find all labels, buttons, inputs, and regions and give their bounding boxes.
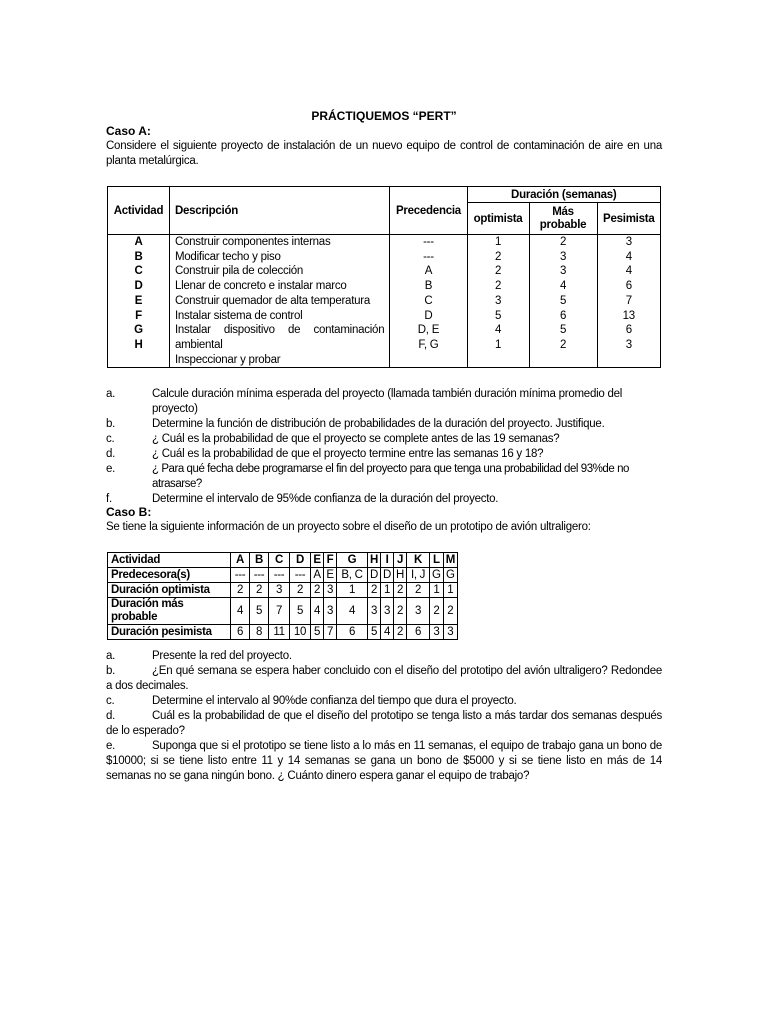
table-cell: 6 [231,625,250,640]
table-cell: 5 [368,625,381,640]
table-cell: E [324,568,337,583]
item-letter: c. [106,695,115,707]
table-cell: G [443,568,457,583]
col-mas-probable: Más probable [529,203,597,235]
optimista-item: 3 [494,294,502,307]
optimista-item: 4 [494,324,502,337]
table-cell: 3 [324,583,337,598]
table-cell: 3 [381,598,394,625]
table-cell: 5 [290,598,311,625]
table-cell: 2 [394,583,407,598]
mas-probable-item: 5 [559,294,567,307]
table-cell: H [368,553,381,568]
table-cell: 6 [337,625,368,640]
table-row [108,598,458,625]
mas-probable-item: 2 [559,338,567,351]
table-cell: 4 [337,598,368,625]
item-letter: c. [106,433,115,445]
precedencia-item: F, G [418,338,439,351]
actividad-item: H [134,338,143,351]
case-a-intro: Considere el siguiente proyecto de instalación de un nuevo equipo de control de contaminación de aire en una planta metalúrgica. [106,140,662,167]
item-letter: a. [106,388,116,400]
row-label: Actividad [108,553,231,568]
table-cell: 2 [311,583,324,598]
table-cell: 2 [368,583,381,598]
mas-probable-item: 3 [559,250,567,263]
item-letter: d. [106,710,116,722]
col-descripcion: Descripción [169,187,389,235]
mas-probable-item: 2 [559,236,567,248]
actividad-item: B [134,250,143,263]
case-a-table [107,186,661,368]
pesimista-item: 4 [625,250,632,263]
table-cell: --- [290,568,311,583]
pesimista-item: 3 [625,236,632,248]
table-cell: D [290,553,311,568]
pesimista-item: 3 [625,338,632,351]
pesimista-item: 13 [622,309,635,322]
row-label: Duración pesimista [108,625,231,640]
table-cell: D [368,568,381,583]
item-text: ¿En qué semana se espera haber concluido con el diseño del prototipo del avión ultraligero? Redondee a dos decimales. [106,665,662,692]
case-a-heading: Caso A: [106,124,151,138]
list-item [106,739,662,784]
table-cell: 2 [394,625,407,640]
table-cell: F [324,553,337,568]
list-item [106,709,662,739]
pesimista-item: 6 [625,280,632,293]
descripcion-item: Instalar sistema de control [174,309,303,322]
case-b-intro: Se tiene la siguiente información de un proyecto sobre el diseño de un prototipo de avión ultraligero: [106,521,591,533]
item-text: Presente la red del proyecto. [152,650,292,662]
actividad-item: E [134,294,143,307]
descripcion-item: Instalar dispositivo de contaminación ambiental [174,324,385,351]
list-item [106,694,662,709]
col-precedencia: Precedencia [390,187,467,235]
col-duracion: Duración (semanas) [467,187,660,203]
list-item [106,664,662,694]
table-cell: 1 [443,583,457,598]
descripcion-cell [169,235,389,368]
item-text: Cuál es la probabilidad de que el diseño del prototipo se tenga listo a más tardar dos semanas después de lo esperado? [106,710,662,737]
pesimista-item: 7 [625,294,632,307]
table-cell: H [394,568,407,583]
mas-probable-cell [529,235,597,368]
item-letter: d. [106,448,116,460]
row-label: Predecesora(s) [108,568,231,583]
case-b-heading: Caso B: [106,505,152,519]
descripcion-item: Inspeccionar y probar [174,353,281,366]
table-cell: 5 [250,598,269,625]
list-item [106,432,662,447]
table-cell: 1 [337,583,368,598]
precedencia-item: C [424,294,433,307]
table-cell: A [311,568,324,583]
table-cell: 3 [368,598,381,625]
table-cell: 3 [269,583,290,598]
item-letter: e. [106,463,116,475]
table-cell: 2 [394,598,407,625]
item-text: Suponga que si el prototipo se tiene listo a lo más en 11 semanas, el equipo de trabajo gana un bono de $10000; si se tiene listo entre 11 y 14 semanas se gana un bono de $5000 y si se tiene listo en más de 14 semanas no se gana ningún bono. ¿ Cuánto dinero espera ganar el equipo de trabajo? [106,740,662,782]
precedencia-item: --- [423,236,434,248]
table-cell: 4 [231,598,250,625]
table-cell: --- [231,568,250,583]
item-letter: b. [106,418,116,430]
table-cell: K [407,553,430,568]
optimista-item: 2 [494,250,502,263]
table-cell: 5 [311,625,324,640]
table-cell: 8 [250,625,269,640]
actividad-item: G [134,324,143,337]
actividad-item: D [134,280,143,293]
table-cell: E [311,553,324,568]
table-cell: 11 [269,625,290,640]
table-cell: G [337,553,368,568]
col-pesimista: Pesimista [597,203,660,235]
item-letter: f. [106,493,112,505]
table-cell: 7 [269,598,290,625]
row-label: Duración más probable [108,598,231,625]
table-cell: 6 [407,625,430,640]
table-cell: 3 [324,598,337,625]
page-title: PRÁCTIQUEMOS “PERT” [311,109,457,123]
table-cell: B, C [337,568,368,583]
item-letter: a. [106,650,116,662]
list-item [106,492,662,507]
table-cell: 3 [407,598,430,625]
table-cell: G [430,568,444,583]
precedencia-item: B [424,280,433,293]
pesimista-item: 4 [625,265,632,278]
case-b-questions [106,649,662,784]
table-cell: 3 [430,625,444,640]
table-cell: 2 [407,583,430,598]
precedencia-item: A [424,265,433,278]
list-item [106,447,662,462]
actividad-item: F [135,309,142,322]
case-a-questions [106,387,662,507]
item-text: ¿ Cuál es la probabilidad de que el proyecto termine entre las semanas 16 y 18? [152,448,544,460]
table-cell: C [269,553,290,568]
table-cell: 2 [231,583,250,598]
descripcion-item: Llenar de concreto e instalar marco [174,280,347,293]
descripcion-item: Construir pila de colección [174,265,304,278]
precedencia-item: D, E [417,324,440,337]
item-text: ¿ Para qué fecha debe programarse el fin del proyecto para que tenga una probabilidad del 93%de no atrasarse? [152,463,629,490]
item-text: Calcule duración mínima esperada del proyecto (llamada también duración mínima promedio del proyecto) [152,388,623,415]
precedencia-item: D [424,309,433,322]
col-optimista: optimista [467,203,529,235]
table-row [108,553,458,568]
precedencia-cell [390,235,467,368]
table-cell: L [430,553,444,568]
actividad-item: A [134,236,143,248]
actividad-item: C [134,265,143,278]
table-row [108,583,458,598]
table-cell: A [231,553,250,568]
table-cell: 2 [250,583,269,598]
optimista-item: 2 [494,265,502,278]
descripcion-item: Construir componentes internas [174,236,331,248]
actividad-cell [108,235,170,368]
table-cell: I [381,553,394,568]
item-text: Determine el intervalo de 95%de confianza de la duración del proyecto. [152,493,499,505]
table-cell: M [443,553,457,568]
mas-probable-item: 4 [559,280,567,293]
optimista-item: 1 [494,236,502,248]
table-cell: 1 [430,583,444,598]
descripcion-item: Modificar techo y piso [174,250,281,263]
item-letter: b. [106,665,116,677]
mas-probable-item: 6 [559,309,567,322]
table-cell: J [394,553,407,568]
list-item [106,649,662,664]
table-cell: --- [269,568,290,583]
mas-probable-item: 3 [559,265,567,278]
item-text: ¿ Cuál es la probabilidad de que el proyecto se complete antes de las 19 semanas? [152,433,560,445]
table-cell: D [381,568,394,583]
table-cell: 2 [430,598,444,625]
table-cell: 7 [324,625,337,640]
list-item [106,462,662,492]
list-item [106,417,662,432]
mas-probable-item: 5 [559,324,567,337]
pesimista-cell [597,235,660,368]
pesimista-item: 6 [625,324,632,337]
item-letter: e. [106,740,116,752]
item-text: Determine la función de distribución de probabilidades de la duración del proyecto. Justifique. [152,418,605,430]
table-cell: B [250,553,269,568]
item-text: Determine el intervalo al 90%de confianza del tiempo que dura el proyecto. [152,695,517,707]
table-cell: --- [250,568,269,583]
col-actividad: Actividad [108,187,170,235]
descripcion-item: Construir quemador de alta temperatura [174,294,371,307]
table-cell: 4 [311,598,324,625]
precedencia-item: --- [423,250,434,263]
table-cell: I, J [407,568,430,583]
row-label: Duración optimista [108,583,231,598]
table-row [108,625,458,640]
optimista-cell [467,235,529,368]
list-item [106,387,662,417]
table-cell: 4 [381,625,394,640]
table-cell: 2 [443,598,457,625]
table-cell: 1 [381,583,394,598]
table-cell: 10 [290,625,311,640]
optimista-item: 1 [494,338,502,351]
case-b-table [107,552,458,640]
table-cell: 3 [443,625,457,640]
optimista-item: 5 [494,309,502,322]
table-row [108,568,458,583]
table-cell: 2 [290,583,311,598]
optimista-item: 2 [494,280,502,293]
